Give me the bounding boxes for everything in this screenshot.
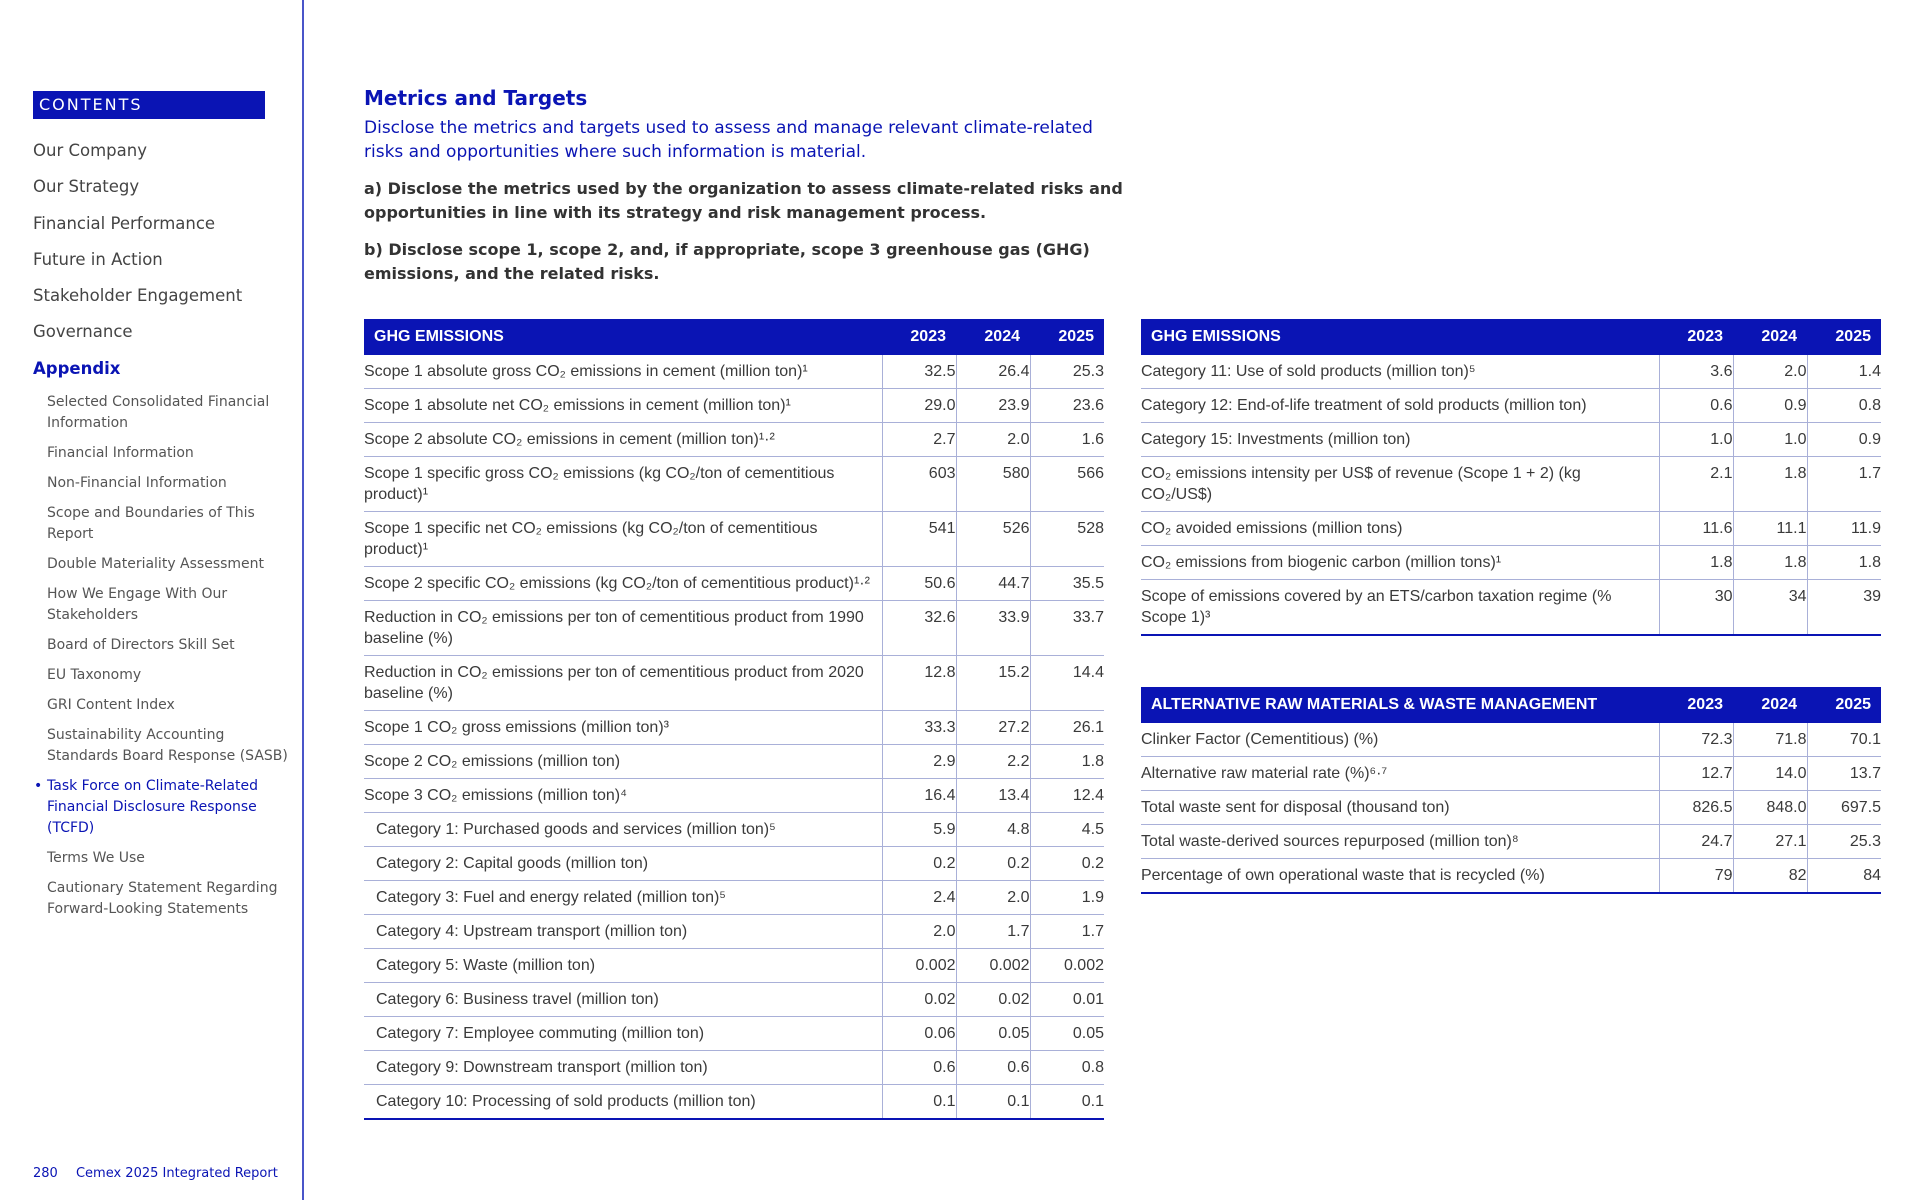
subnav-item[interactable]: How We Engage With Our Stakeholders — [47, 586, 228, 623]
table-row — [364, 915, 1104, 949]
year-header: 2024 — [1733, 319, 1807, 355]
table-row — [364, 745, 1104, 779]
metric-value: 26.4 — [956, 355, 1030, 389]
metric-value: 2.0 — [956, 881, 1030, 915]
page-title: Metrics and Targets — [364, 86, 588, 110]
metric-value: 0.6 — [882, 1051, 956, 1085]
metric-label: Scope 1 specific net CO₂ emissions (kg CO₂/ton of cementitious product)¹ — [364, 512, 882, 567]
subnav-item[interactable]: • Task Force on Climate-Related Financial Disclosure Response (TCFD) — [47, 776, 292, 839]
alternative-raw-materials-table — [1141, 687, 1881, 894]
metric-label: Scope 1 absolute net CO₂ emissions in cement (million ton)¹ — [364, 389, 882, 423]
metric-value: 26.1 — [1030, 711, 1104, 745]
metric-value: 23.9 — [956, 389, 1030, 423]
metric-value: 826.5 — [1659, 791, 1733, 825]
page-subtitle: Disclose the metrics and targets used to assess and manage relevant climate-related risks and opportunities where such information is material. — [364, 118, 1093, 162]
table-row — [1141, 355, 1881, 389]
table-row — [364, 1085, 1104, 1120]
metric-label: Total waste-derived sources repurposed (million ton)⁸ — [1141, 825, 1659, 859]
table-row — [1141, 723, 1881, 757]
metric-value: 39 — [1807, 580, 1881, 636]
metric-value: 33.9 — [956, 601, 1030, 656]
metric-label: Category 2: Capital goods (million ton) — [364, 847, 882, 881]
metric-value: 14.0 — [1733, 757, 1807, 791]
metric-value: 44.7 — [956, 567, 1030, 601]
metric-label: Scope 2 absolute CO₂ emissions in cement (million ton)¹·² — [364, 423, 882, 457]
metric-value: 848.0 — [1733, 791, 1807, 825]
metric-value: 12.8 — [882, 656, 956, 711]
metric-value: 528 — [1030, 512, 1104, 567]
metric-label: Alternative raw material rate (%)⁶·⁷ — [1141, 757, 1659, 791]
subnav-item[interactable]: Board of Directors Skill Set — [47, 637, 235, 653]
metric-label: Category 6: Business travel (million ton) — [364, 983, 882, 1017]
metric-label: Clinker Factor (Cementitious) (%) — [1141, 723, 1659, 757]
metric-value: 2.0 — [956, 423, 1030, 457]
metric-label: CO₂ avoided emissions (million tons) — [1141, 512, 1659, 546]
metric-value: 70.1 — [1807, 723, 1881, 757]
table-row — [364, 457, 1104, 512]
metric-value: 25.3 — [1030, 355, 1104, 389]
metric-value: 0.1 — [956, 1085, 1030, 1120]
subnav-item[interactable]: Scope and Boundaries of This Report — [47, 505, 255, 542]
metric-value: 1.7 — [956, 915, 1030, 949]
metric-value: 541 — [882, 512, 956, 567]
metric-value: 0.06 — [882, 1017, 956, 1051]
metric-value: 29.0 — [882, 389, 956, 423]
table-title: GHG EMISSIONS — [1141, 319, 1659, 355]
table-row — [364, 355, 1104, 389]
metric-label: Scope 1 CO₂ gross emissions (million ton)³ — [364, 711, 882, 745]
metric-value: 14.4 — [1030, 656, 1104, 711]
metric-label: Category 9: Downstream transport (million ton) — [364, 1051, 882, 1085]
metric-label: Reduction in CO₂ emissions per ton of cementitious product from 2020 baseline (%) — [364, 656, 882, 711]
metric-value: 1.6 — [1030, 423, 1104, 457]
metric-value: 0.002 — [1030, 949, 1104, 983]
table-row — [1141, 580, 1881, 636]
ghg-emissions-table-right — [1141, 319, 1881, 636]
nav-item-financial-performance[interactable]: Financial Performance — [33, 213, 216, 233]
metric-value: 526 — [956, 512, 1030, 567]
metric-label: Category 11: Use of sold products (million ton)⁵ — [1141, 355, 1659, 389]
metric-value: 0.8 — [1030, 1051, 1104, 1085]
metric-value: 35.5 — [1030, 567, 1104, 601]
metric-label: Category 5: Waste (million ton) — [364, 949, 882, 983]
metric-value: 24.7 — [1659, 825, 1733, 859]
table-row — [364, 881, 1104, 915]
metric-value: 23.6 — [1030, 389, 1104, 423]
metric-value: 15.2 — [956, 656, 1030, 711]
year-header: 2024 — [1733, 687, 1807, 723]
year-header: 2023 — [1659, 319, 1733, 355]
subnav-item[interactable]: Financial Information — [47, 445, 194, 461]
metric-value: 2.4 — [882, 881, 956, 915]
subnav-item[interactable]: Non-Financial Information — [47, 475, 227, 491]
table-row — [1141, 791, 1881, 825]
metric-value: 72.3 — [1659, 723, 1733, 757]
metric-value: 34 — [1733, 580, 1807, 636]
metric-value: 11.1 — [1733, 512, 1807, 546]
subnav-item[interactable]: EU Taxonomy — [47, 667, 142, 683]
metric-value: 12.7 — [1659, 757, 1733, 791]
table-title: GHG EMISSIONS — [364, 319, 882, 355]
ghg-emissions-table-left — [364, 319, 1104, 1120]
metric-value: 0.2 — [882, 847, 956, 881]
metric-label: Category 12: End-of-life treatment of sold products (million ton) — [1141, 389, 1659, 423]
table-row — [1141, 389, 1881, 423]
table-row — [364, 847, 1104, 881]
year-header: 2025 — [1030, 319, 1104, 355]
table-header-row — [1141, 319, 1881, 355]
metric-value: 27.1 — [1733, 825, 1807, 859]
metric-value: 2.0 — [882, 915, 956, 949]
metric-value: 79 — [1659, 859, 1733, 894]
metric-value: 2.7 — [882, 423, 956, 457]
metric-value: 13.7 — [1807, 757, 1881, 791]
metric-value: 33.3 — [882, 711, 956, 745]
metric-label: Scope 3 CO₂ emissions (million ton)⁴ — [364, 779, 882, 813]
metric-label: Category 3: Fuel and energy related (million ton)⁵ — [364, 881, 882, 915]
contents-label: CONTENTS — [33, 91, 265, 119]
metric-value: 0.8 — [1807, 389, 1881, 423]
table-row — [1141, 512, 1881, 546]
metric-value: 50.6 — [882, 567, 956, 601]
table-row — [364, 389, 1104, 423]
metric-value: 0.05 — [1030, 1017, 1104, 1051]
page-footer — [33, 1166, 278, 1181]
metric-value: 82 — [1733, 859, 1807, 894]
metric-value: 3.6 — [1659, 355, 1733, 389]
metric-label: Scope 1 absolute gross CO₂ emissions in cement (million ton)¹ — [364, 355, 882, 389]
table-row — [1141, 457, 1881, 512]
nav-item-governance[interactable]: Governance — [33, 322, 133, 342]
metric-value: 33.7 — [1030, 601, 1104, 656]
main-nav — [33, 140, 242, 394]
nav-item-appendix[interactable]: Appendix — [33, 358, 121, 378]
metric-value: 32.5 — [882, 355, 956, 389]
metric-value: 0.05 — [956, 1017, 1030, 1051]
metric-value: 1.9 — [1030, 881, 1104, 915]
year-header: 2023 — [882, 319, 956, 355]
metric-label: Category 1: Purchased goods and services (million ton)⁵ — [364, 813, 882, 847]
table-row — [364, 779, 1104, 813]
year-header: 2024 — [956, 319, 1030, 355]
metric-value: 1.0 — [1659, 423, 1733, 457]
metric-value: 0.1 — [1030, 1085, 1104, 1120]
metric-label: Category 4: Upstream transport (million ton) — [364, 915, 882, 949]
table-row — [364, 813, 1104, 847]
subnav-item[interactable]: Cautionary Statement Regarding Forward-Looking Statements — [47, 880, 278, 917]
metric-value: 2.0 — [1733, 355, 1807, 389]
metric-value: 1.8 — [1733, 457, 1807, 512]
table-title: ALTERNATIVE RAW MATERIALS & WASTE MANAGEMENT — [1141, 687, 1659, 723]
table-row — [364, 567, 1104, 601]
table-header-row — [364, 319, 1104, 355]
table-row — [1141, 757, 1881, 791]
metric-value: 1.8 — [1659, 546, 1733, 580]
report-name: Cemex 2025 Integrated Report — [75, 1166, 278, 1181]
metric-value: 11.9 — [1807, 512, 1881, 546]
metric-value: 1.8 — [1030, 745, 1104, 779]
year-header: 2025 — [1807, 687, 1881, 723]
metric-label: Percentage of own operational waste that is recycled (%) — [1141, 859, 1659, 894]
metric-value: 1.8 — [1807, 546, 1881, 580]
appendix-subnav — [47, 392, 292, 929]
table-row — [1141, 825, 1881, 859]
sidebar — [0, 0, 304, 1200]
table-row — [364, 1051, 1104, 1085]
metric-value: 0.2 — [956, 847, 1030, 881]
metric-value: 4.8 — [956, 813, 1030, 847]
question-a: a) Disclose the metrics used by the organization to assess climate-related risks and opportunities in line with its strategy and risk management process. — [364, 179, 1123, 222]
metric-value: 0.002 — [882, 949, 956, 983]
metric-value: 30 — [1659, 580, 1733, 636]
nav-item-our-strategy[interactable]: Our Strategy — [33, 177, 140, 197]
table-row — [1141, 859, 1881, 894]
metric-label: Reduction in CO₂ emissions per ton of cementitious product from 1990 baseline (%) — [364, 601, 882, 656]
metric-value: 0.6 — [1659, 389, 1733, 423]
metric-value: 1.7 — [1807, 457, 1881, 512]
table-row — [364, 601, 1104, 656]
table-row — [364, 1017, 1104, 1051]
table-header-row — [1141, 687, 1881, 723]
metric-value: 32.6 — [882, 601, 956, 656]
table-row — [364, 983, 1104, 1017]
metric-label: Scope 2 CO₂ emissions (million ton) — [364, 745, 882, 779]
metric-value: 0.9 — [1733, 389, 1807, 423]
metric-label: Category 10: Processing of sold products (million ton) — [364, 1085, 882, 1120]
metric-value: 0.01 — [1030, 983, 1104, 1017]
metric-label: Scope 1 specific gross CO₂ emissions (kg CO₂/ton of cementitious product)¹ — [364, 457, 882, 512]
metric-value: 2.1 — [1659, 457, 1733, 512]
year-header: 2025 — [1807, 319, 1881, 355]
table-row — [364, 949, 1104, 983]
table-row — [1141, 546, 1881, 580]
metric-label: Category 7: Employee commuting (million ton) — [364, 1017, 882, 1051]
metric-value: 0.02 — [882, 983, 956, 1017]
metric-label: Scope 2 specific CO₂ emissions (kg CO₂/ton of cementitious product)¹·² — [364, 567, 882, 601]
page-number: 280 — [33, 1166, 58, 1181]
metric-value: 1.7 — [1030, 915, 1104, 949]
table-row — [1141, 423, 1881, 457]
nav-item-future-in-action[interactable]: Future in Action — [33, 249, 163, 269]
table-row — [364, 512, 1104, 567]
metric-value: 566 — [1030, 457, 1104, 512]
metric-value: 27.2 — [956, 711, 1030, 745]
metric-value: 2.9 — [882, 745, 956, 779]
metric-value: 0.6 — [956, 1051, 1030, 1085]
metric-value: 1.4 — [1807, 355, 1881, 389]
subnav-item[interactable]: GRI Content Index — [47, 697, 175, 713]
subnav-item[interactable]: Sustainability Accounting Standards Board Response (SASB) — [47, 727, 288, 764]
subnav-item[interactable]: Terms We Use — [47, 850, 145, 866]
question-b: b) Disclose scope 1, scope 2, and, if appropriate, scope 3 greenhouse gas (GHG) emissions, and the related risks. — [364, 240, 1090, 283]
nav-item-stakeholder-engagement[interactable]: Stakeholder Engagement — [33, 286, 243, 306]
subnav-item[interactable]: Selected Consolidated Financial Information — [47, 394, 270, 431]
table-row — [364, 656, 1104, 711]
metric-value: 4.5 — [1030, 813, 1104, 847]
metric-label: CO₂ emissions from biogenic carbon (million tons)¹ — [1141, 546, 1659, 580]
metric-value: 580 — [956, 457, 1030, 512]
metric-value: 0.9 — [1807, 423, 1881, 457]
metric-label: Scope of emissions covered by an ETS/carbon taxation regime (% Scope 1)³ — [1141, 580, 1659, 636]
metric-label: Total waste sent for disposal (thousand ton) — [1141, 791, 1659, 825]
metric-value: 71.8 — [1733, 723, 1807, 757]
metric-value: 1.0 — [1733, 423, 1807, 457]
metric-value: 1.8 — [1733, 546, 1807, 580]
metric-value: 5.9 — [882, 813, 956, 847]
subnav-item[interactable]: Double Materiality Assessment — [47, 556, 265, 572]
metric-value: 0.02 — [956, 983, 1030, 1017]
metric-value: 603 — [882, 457, 956, 512]
metric-value: 13.4 — [956, 779, 1030, 813]
metric-value: 2.2 — [956, 745, 1030, 779]
metric-value: 84 — [1807, 859, 1881, 894]
table-row — [364, 423, 1104, 457]
metric-value: 697.5 — [1807, 791, 1881, 825]
table-row — [364, 711, 1104, 745]
metric-value: 25.3 — [1807, 825, 1881, 859]
nav-item-our-company[interactable]: Our Company — [33, 141, 147, 160]
metric-label: Category 15: Investments (million ton) — [1141, 423, 1659, 457]
metric-value: 0.1 — [882, 1085, 956, 1120]
metric-label: CO₂ emissions intensity per US$ of revenue (Scope 1 + 2) (kg CO₂/US$) — [1141, 457, 1659, 512]
year-header: 2023 — [1659, 687, 1733, 723]
metric-value: 0.2 — [1030, 847, 1104, 881]
metric-value: 16.4 — [882, 779, 956, 813]
metric-value: 11.6 — [1659, 512, 1733, 546]
metric-value: 12.4 — [1030, 779, 1104, 813]
metric-value: 0.002 — [956, 949, 1030, 983]
